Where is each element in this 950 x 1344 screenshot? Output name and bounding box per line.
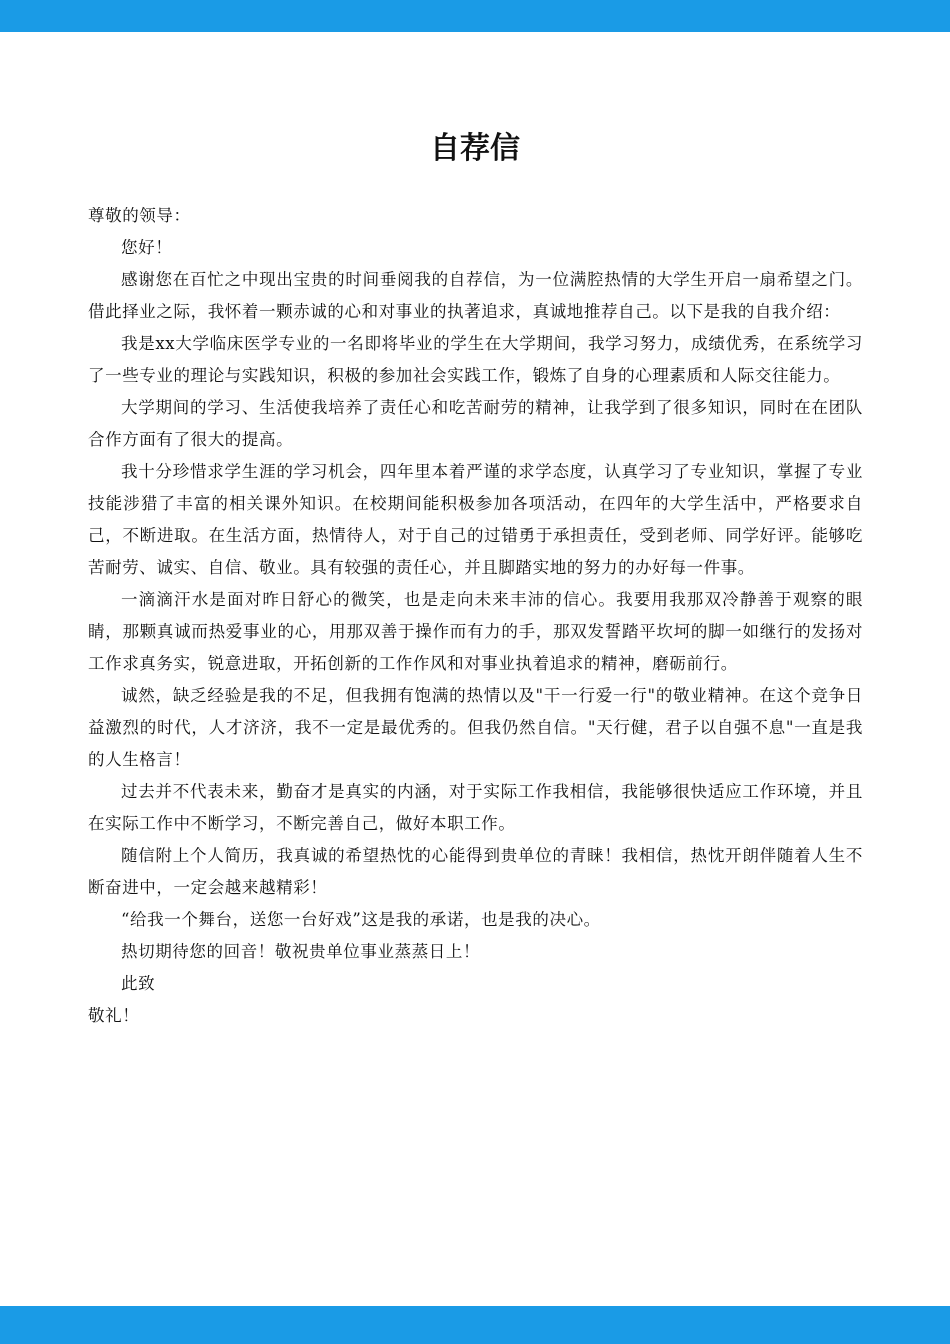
paragraph-wishes: 热切期待您的回音！敬祝贵单位事业蒸蒸日上！ <box>121 942 481 961</box>
top-accent-bar <box>0 0 950 32</box>
paragraph-study: 我十分珍惜求学生涯的学习机会，四年里本着严谨的求学态度，认真学习了专业知识，掌握了专业技能涉猎了丰富的相关课外知识。在校期间能积极参加各项活动，在四年的大学生活中，严格要求自己，不断进取。在生活方面，热情待人，对于自己的过错勇于承担责任，受到老师、同学好评。能够吃苦耐劳、诚实、自信、敬业。具有较强的责任心，并且脚踏实地的努力的办好每一件事。 <box>88 462 863 577</box>
paragraph-university-life: 大学期间的学习、生活使我培养了责任心和吃苦耐劳的精神，让我学到了很多知识，同时在在团队合作方面有了很大的提高。 <box>88 398 863 449</box>
closing: 敬礼！ <box>88 1006 140 1025</box>
paragraph-promise: “给我一个舞台，送您一台好戏”这是我的承诺，也是我的决心。 <box>121 910 601 929</box>
page-title: 自荐信 <box>430 131 520 166</box>
paragraph-introduction: 我是xx大学临床医学专业的一名即将毕业的学生在大学期间，我学习努力，成绩优秀，在系统学习了一些专业的理论与实践知识，积极的参加社会实践工作，锻炼了自身的心理素质和人际交往能力。 <box>88 334 863 385</box>
bottom-accent-bar <box>0 1306 950 1344</box>
paragraph-confidence: 诚然，缺乏经验是我的不足，但我拥有饱满的热情以及"干一行爱一行"的敬业精神。在这个竞争日益激烈的时代，人才济济，我不一定是最优秀的。但我仍然自信。"天行健，君子以自强不息"一直是我的人生格言！ <box>88 686 863 769</box>
paragraph-thanks: 感谢您在百忙之中现出宝贵的时间垂阅我的自荐信，为一位满腔热情的大学生开启一扇希望之门。借此择业之际，我怀着一颗赤诚的心和对事业的执著追求，真诚地推荐自己。以下是我的自我介绍： <box>88 270 863 321</box>
paragraph-cizhi: 此致 <box>121 974 156 993</box>
salutation: 尊敬的领导： <box>88 206 191 225</box>
paragraph-future: 过去并不代表未来，勤奋才是真实的内涵，对于实际工作我相信，我能够很快适应工作环境，并且在实际工作中不断学习，不断完善自己，做好本职工作。 <box>88 782 863 833</box>
paragraph-resume: 随信附上个人简历，我真诚的希望热忱的心能得到贵单位的青睐！我相信，热忱开朗伴随着人生不断奋进中，一定会越来越精彩！ <box>88 846 863 897</box>
paragraph-greeting: 您好！ <box>121 238 173 257</box>
paragraph-determination: 一滴滴汗水是面对昨日舒心的微笑，也是走向未来丰沛的信心。我要用我那双冷静善于观察的眼睛，那颗真诚而热爱事业的心，用那双善于操作而有力的手，那双发誓踏平坎坷的脚一如继行的发扬对工作求真务实，锐意进取，开拓创新的工作作风和对事业执着追求的精神，磨砺前行。 <box>88 590 863 673</box>
letter-body <box>88 200 863 1032</box>
